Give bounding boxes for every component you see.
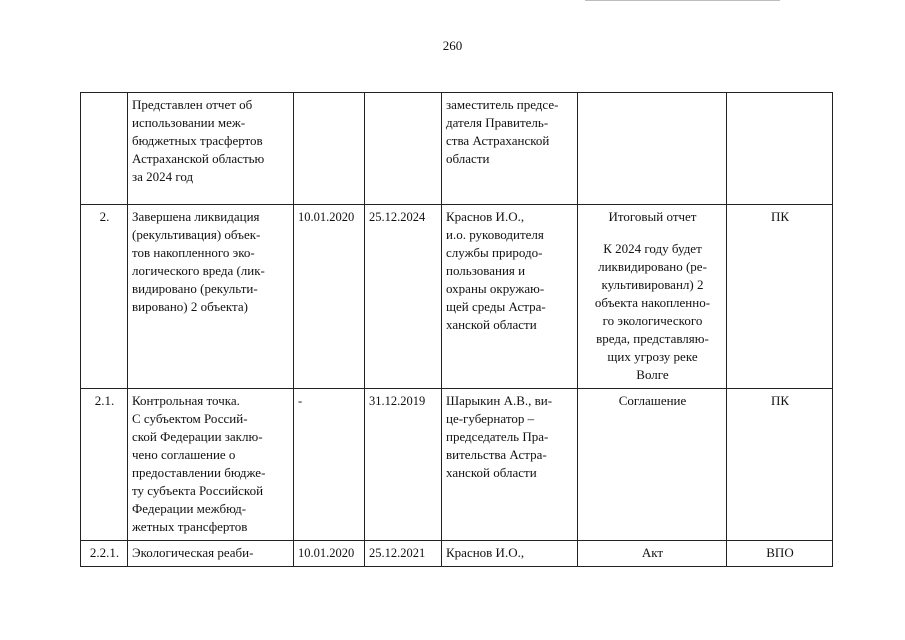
plan-table [80,92,833,567]
info-system [727,93,833,205]
table-row [81,93,833,205]
row-number: 2. [81,205,128,389]
result-type: Итоговый отчет [608,209,697,224]
info-system: ПК [727,205,833,389]
result-cell [578,93,727,205]
top-rule [585,0,780,1]
event-description: Контрольная точка. С субъектом Россий- ской Федерации заклю- чено соглашение о предоставлении бюдже- ту субъекта Российской Федерации межбюд- жетных трансфертов [128,389,294,541]
responsible-person: заместитель предсе- дателя Правитель- ства Астраханской области [442,93,578,205]
responsible-person: Краснов И.О., [442,541,578,567]
start-date [294,93,365,205]
row-number: 2.2.1. [81,541,128,567]
result-cell [578,389,727,541]
table-row [81,389,833,541]
info-system: ВПО [727,541,833,567]
table-row [81,205,833,389]
result-spacer [582,226,723,240]
responsible-person: Краснов И.О., и.о. руководителя службы природо- пользования и охраны окружаю- щей среды Астра- ханской области [442,205,578,389]
start-date: 10.01.2020 [294,541,365,567]
row-number [81,93,128,205]
end-date: 25.12.2024 [365,205,442,389]
result-type: Акт [641,545,664,560]
result-cell [578,541,727,567]
row-number: 2.1. [81,389,128,541]
result-type: Соглашение [618,393,687,408]
start-date: 10.01.2020 [294,205,365,389]
table-row [81,541,833,567]
result-cell [578,205,727,389]
end-date: 31.12.2019 [365,389,442,541]
end-date: 25.12.2021 [365,541,442,567]
responsible-person: Шарыкин А.В., ви- це-губернатор – председатель Пра- вительства Астра- ханской области [442,389,578,541]
result-note: К 2024 году будет ликвидировано (ре- культивированл) 2 объекта накопленно- го экологического вреда, представляю- щих угрозу реке Волге [594,241,711,382]
page-number: 260 [442,38,463,53]
event-description: Экологическая реаби- [128,541,294,567]
end-date [365,93,442,205]
start-date: - [294,389,365,541]
info-system: ПК [727,389,833,541]
event-description: Представлен отчет об использовании меж- бюджетных трасфертов Астраханской областью за 2024 год [128,93,294,205]
event-description: Завершена ликвидация (рекультивация) объек- тов накопленного эко- логического вреда (лик- видировано (рекульти- вировано) 2 объекта) [128,205,294,389]
